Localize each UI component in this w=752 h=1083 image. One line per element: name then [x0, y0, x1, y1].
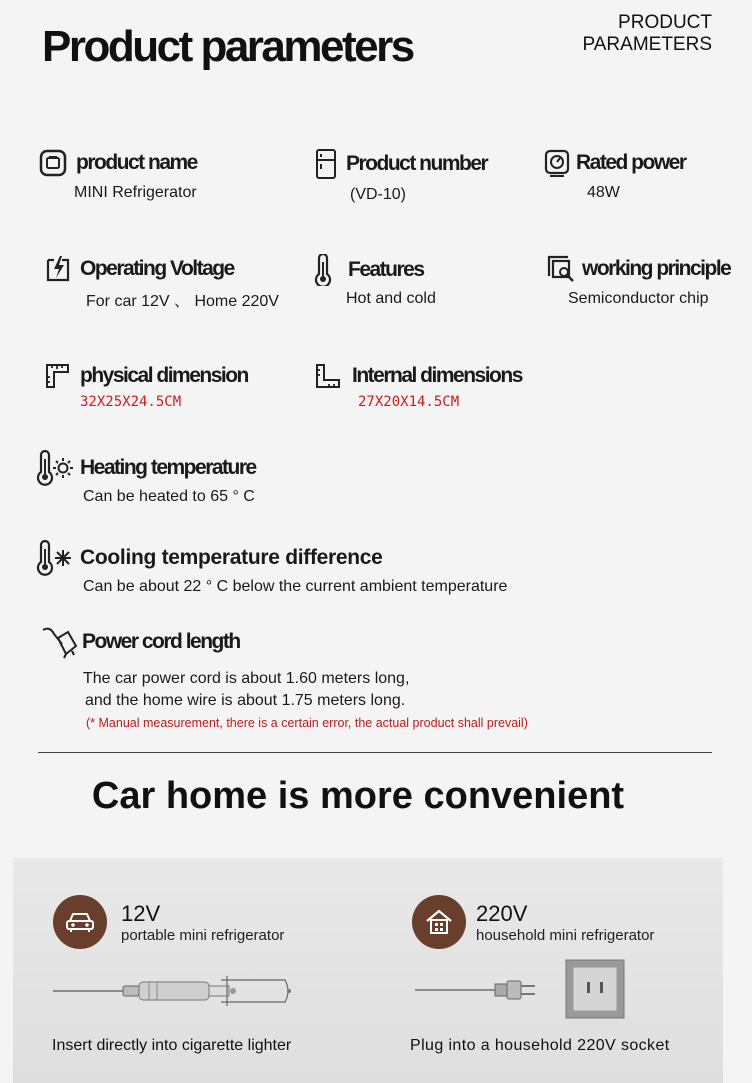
thermometer-snow-icon — [36, 540, 76, 576]
param-value: Can be heated to 65 ° C — [83, 488, 255, 505]
wall-socket — [565, 959, 625, 1024]
param-working-principle — [546, 254, 730, 308]
plug-cord-icon — [40, 624, 78, 660]
param-label: Internal dimensions — [352, 364, 522, 387]
param-label: product name — [76, 151, 197, 174]
convenience-heading: Car home is more convenient — [91, 775, 625, 817]
ruler-corner-icon — [314, 362, 342, 390]
param-value: (VD-10) — [350, 186, 407, 203]
param-cooling-difference — [36, 540, 507, 596]
lightning-icon — [44, 254, 72, 284]
car-icon — [53, 895, 107, 949]
param-label: Power cord length — [82, 630, 240, 653]
param-label: physical dimension — [80, 364, 248, 387]
convenience-panel — [13, 858, 723, 1083]
param-label: Heating temperature — [80, 456, 256, 479]
param-value: For car 12V 、 Home 220V — [86, 293, 279, 310]
car-subtitle: portable mini refrigerator — [121, 927, 285, 944]
meter-icon — [544, 148, 570, 178]
page-title: Product parameters — [42, 22, 413, 71]
thermometer-sun-icon — [36, 450, 76, 486]
thermometer-icon — [314, 254, 332, 286]
param-operating-voltage — [44, 254, 279, 311]
param-product-name — [38, 148, 197, 202]
param-label: working principle — [582, 257, 731, 280]
param-value: 32X25X24.5CM — [80, 394, 182, 410]
measurement-note: (* Manual measurement, there is a certain error, the actual product shall prevail) — [86, 716, 528, 730]
param-value: Can be about 22 ° C below the current ambient temperature — [83, 578, 508, 595]
box-icon — [38, 148, 68, 178]
car-caption: Insert directly into cigarette lighter — [52, 1037, 292, 1054]
param-rated-power — [544, 148, 686, 202]
param-value: 48W — [587, 184, 620, 201]
param-features — [314, 254, 436, 308]
home-voltage: 220V — [476, 901, 528, 926]
section-divider — [38, 752, 712, 753]
ruler-icon — [44, 362, 72, 390]
car-plug-illustration — [53, 976, 303, 1015]
param-label: Features — [348, 258, 424, 281]
param-value: Hot and cold — [346, 290, 436, 307]
param-value: MINI Refrigerator — [74, 184, 197, 201]
corner-label — [572, 12, 712, 56]
param-label: Cooling temperature difference — [80, 546, 383, 569]
home-plug-illustration — [415, 978, 545, 1013]
house-icon — [412, 895, 466, 949]
param-value: Semiconductor chip — [568, 290, 709, 307]
param-value: 27X20X14.5CM — [358, 394, 460, 410]
param-physical-dimension — [44, 362, 248, 410]
param-label: Rated power — [576, 151, 686, 174]
chip-search-icon — [546, 254, 576, 284]
home-caption: Plug into a household 220V socket — [410, 1037, 670, 1054]
corner-line-2: PARAMETERS — [582, 34, 712, 55]
param-label: Operating Voltage — [80, 257, 234, 280]
car-voltage: 12V — [121, 901, 161, 926]
param-internal-dimensions — [314, 362, 522, 410]
param-power-cord — [40, 624, 528, 730]
power-cord-line-2: and the home wire is about 1.75 meters long. — [85, 692, 406, 709]
param-heating-temperature — [36, 450, 256, 506]
fridge-icon — [314, 148, 338, 180]
param-product-number — [314, 148, 487, 204]
param-label: Product number — [346, 152, 488, 175]
power-cord-line-1: The car power cord is about 1.60 meters long, — [83, 670, 410, 687]
home-subtitle: household mini refrigerator — [476, 927, 655, 944]
corner-line-1: PRODUCT — [618, 12, 712, 33]
